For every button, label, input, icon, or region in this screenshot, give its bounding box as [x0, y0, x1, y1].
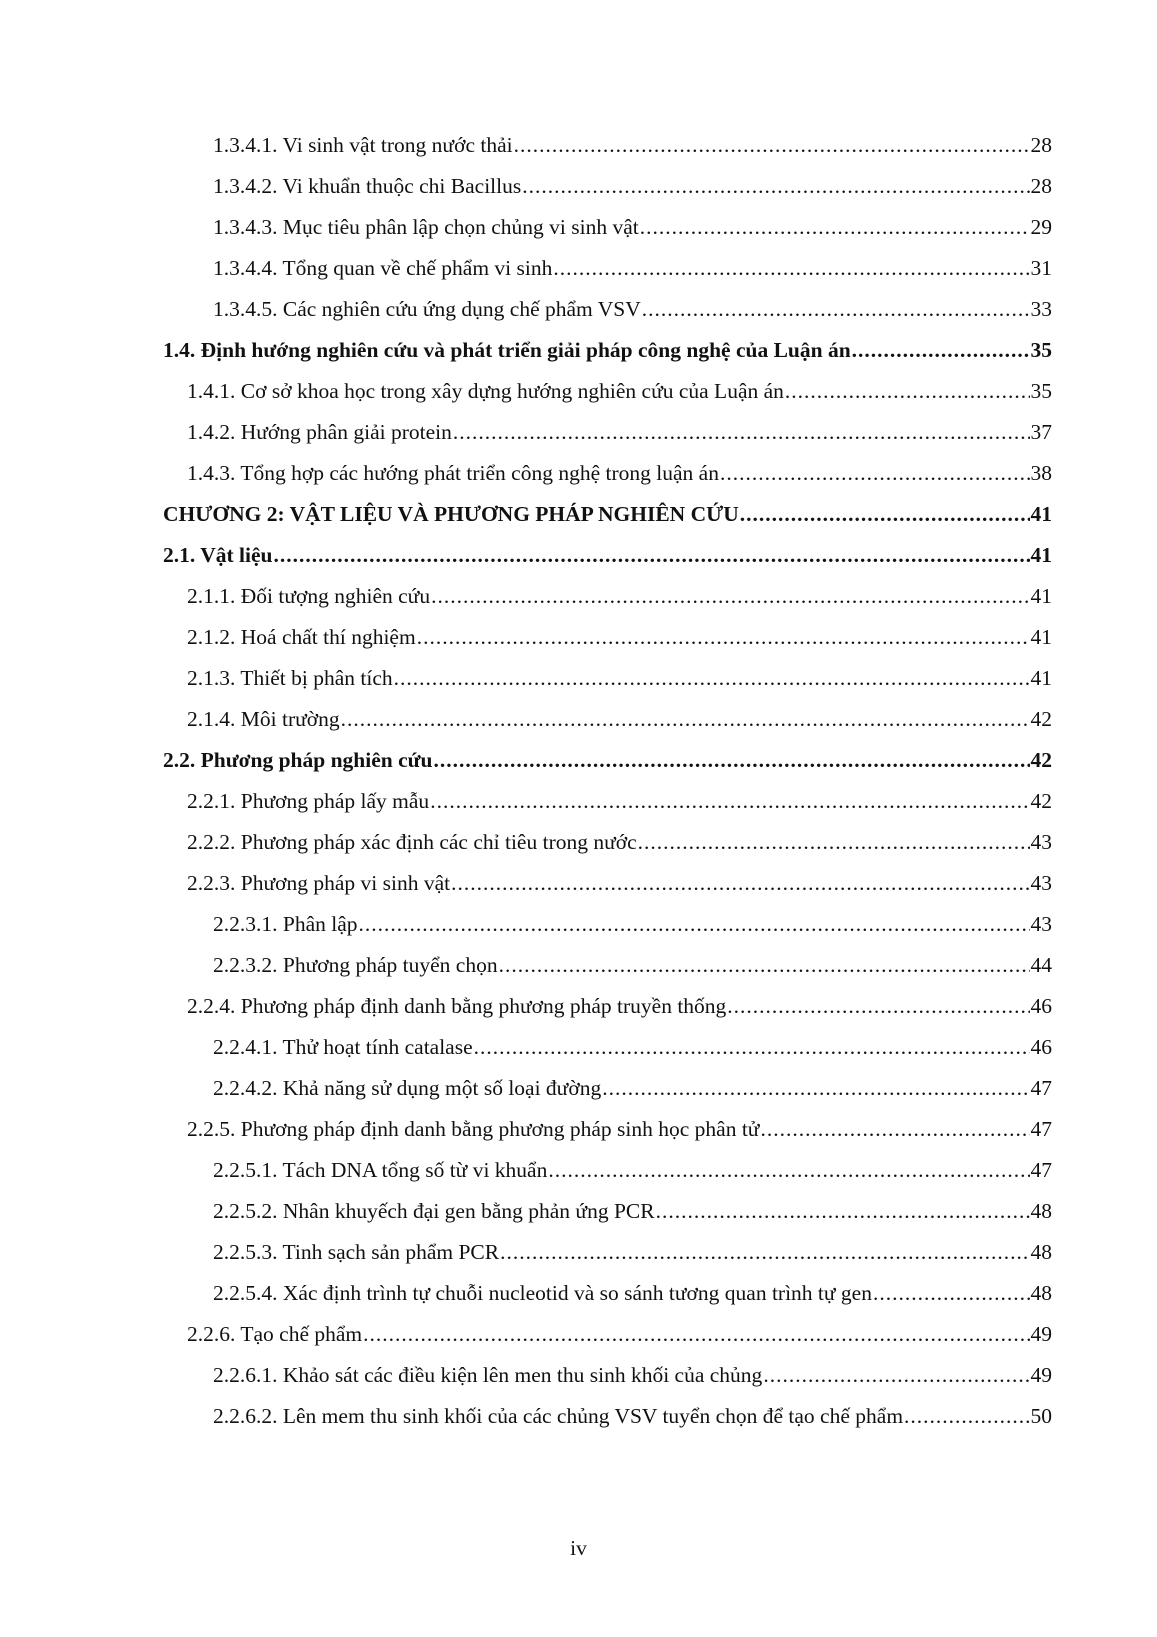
toc-entry-line: [213, 1277, 1052, 1310]
toc-entry-page: 44: [1030, 953, 1052, 977]
dot-leader: [394, 662, 1030, 695]
dot-leader: [873, 1277, 1030, 1310]
toc-entry-page: 46: [1030, 1035, 1052, 1059]
toc-entry-line: [213, 908, 1052, 941]
dot-leader: [417, 621, 1030, 654]
toc-entry-line: [213, 170, 1052, 203]
toc-entry-title: 2.2.5.3. Tinh sạch sản phẩm PCR: [213, 1240, 500, 1264]
toc-entry-title: 2.2.5. Phương pháp định danh bằng phương pháp sinh học phân tử: [187, 1117, 760, 1141]
toc-entry-line: [187, 662, 1052, 695]
toc-entry-line: [213, 293, 1052, 326]
dot-leader: [763, 1359, 1029, 1392]
toc-entry-line: [163, 744, 1052, 777]
toc-entry: [0, 1195, 1157, 1236]
toc-entry-title: 2.2.1. Phương pháp lấy mẫu: [187, 789, 430, 813]
toc-entry-line: [213, 1072, 1052, 1105]
toc-entry-page: 31: [1030, 256, 1052, 280]
toc-entry-title: 2.2.3.2. Phương pháp tuyển chọn: [213, 953, 498, 977]
toc-entry: [0, 293, 1157, 334]
dot-leader: [431, 580, 1029, 613]
dot-leader: [363, 1318, 1029, 1351]
toc-entry-line: [213, 1359, 1052, 1392]
toc-entry-line: [163, 498, 1052, 531]
toc-entry-title: 2.2.4.2. Khả năng sử dụng một số loại đường: [213, 1076, 602, 1100]
toc-entry-page: 29: [1030, 215, 1052, 239]
toc-entry-title: 1.3.4.5. Các nghiên cứu ứng dụng chế phẩm VSV: [213, 297, 641, 321]
dot-leader: [852, 334, 1030, 367]
dot-leader: [430, 785, 1029, 818]
toc-entry-title: 2.2.6.1. Khảo sát các điều kiện lên men thu sinh khối của chủng: [213, 1363, 763, 1387]
toc-entry-page: 37: [1030, 420, 1052, 444]
dot-leader: [453, 416, 1030, 449]
dot-leader: [359, 908, 1030, 941]
toc-entry-title: 1.3.4.2. Vi khuẩn thuộc chi Bacillus: [213, 174, 522, 198]
toc-entry-page: 41: [1030, 625, 1052, 649]
toc-entry: [0, 539, 1157, 580]
toc-entry: [0, 170, 1157, 211]
toc-entry: [0, 498, 1157, 539]
toc-entry: [0, 621, 1157, 662]
toc-entry-page: 41: [1030, 666, 1052, 690]
toc-entry: [0, 908, 1157, 949]
toc-entry: [0, 826, 1157, 867]
toc-entry-page: 43: [1030, 912, 1052, 936]
toc-entry-title: CHƯƠNG 2: VẬT LIỆU VÀ PHƯƠNG PHÁP NGHIÊN CỨU: [163, 502, 739, 526]
toc-entry-title: 2.2.5.1. Tách DNA tổng số từ vi khuẩn: [213, 1158, 548, 1182]
toc-entry: [0, 785, 1157, 826]
dot-leader: [274, 539, 1030, 572]
dot-leader: [727, 990, 1029, 1023]
dot-leader: [642, 293, 1030, 326]
toc-entry: [0, 1113, 1157, 1154]
toc-entry-page: 42: [1030, 748, 1052, 772]
toc-entry: [0, 1072, 1157, 1113]
dot-leader: [341, 703, 1030, 736]
dot-leader: [514, 129, 1030, 162]
toc-entry-page: 33: [1030, 297, 1052, 321]
toc-entry: [0, 1400, 1157, 1441]
toc-entry-page: 41: [1030, 543, 1052, 567]
dot-leader: [760, 1113, 1029, 1146]
toc-entry-line: [187, 826, 1052, 859]
toc-entry: [0, 1031, 1157, 1072]
toc-entry-title: 1.4.3. Tổng hợp các hướng phát triển công nghệ trong luận án: [187, 461, 719, 485]
toc-entry-title: 2.2.4.1. Thử hoạt tính catalase: [213, 1035, 473, 1059]
toc-entry-title: 2.2. Phương pháp nghiên cứu: [163, 748, 433, 772]
toc-entry-line: [213, 1195, 1052, 1228]
toc-entry-page: 41: [1030, 584, 1052, 608]
toc-entry-page: 43: [1030, 871, 1052, 895]
toc-entry-line: [187, 457, 1052, 490]
toc-entry: [0, 662, 1157, 703]
toc-entry-title: 1.3.4.3. Mục tiêu phân lập chọn chủng vi sinh vật: [213, 215, 639, 239]
toc-entry: [0, 744, 1157, 785]
toc-entry-line: [163, 539, 1052, 572]
toc-entry-line: [213, 1154, 1052, 1187]
toc-entry-line: [213, 252, 1052, 285]
toc-entry-title: 1.4.1. Cơ sở khoa học trong xây dựng hướng nghiên cứu của Luận án: [187, 379, 784, 403]
toc-entry-title: 1.3.4.1. Vi sinh vật trong nước thải: [213, 133, 513, 157]
toc-entry-line: [187, 1318, 1052, 1351]
toc-entry-line: [213, 129, 1052, 162]
toc-entry-line: [187, 867, 1052, 900]
toc-entry-page: 35: [1030, 379, 1052, 403]
toc-entry-page: 42: [1030, 707, 1052, 731]
toc-entry-title: 2.2.4. Phương pháp định danh bằng phương pháp truyền thống: [187, 994, 727, 1018]
toc-entry-title: 2.2.5.4. Xác định trình tự chuỗi nucleotid và so sánh tương quan trình tự gen: [213, 1281, 872, 1305]
dot-leader: [638, 826, 1030, 859]
toc-entry: [0, 252, 1157, 293]
toc-entry-line: [163, 334, 1052, 367]
toc-entry-page: 48: [1030, 1199, 1052, 1223]
dot-leader: [785, 375, 1030, 408]
toc-entry: [0, 703, 1157, 744]
dot-leader: [434, 744, 1030, 777]
toc-entry: [0, 1277, 1157, 1318]
toc-entry: [0, 416, 1157, 457]
toc-entry-line: [213, 949, 1052, 982]
toc-entry-line: [187, 375, 1052, 408]
dot-leader: [499, 949, 1030, 982]
toc-entry-title: 2.1.1. Đối tượng nghiên cứu: [187, 584, 431, 608]
toc-entry-title: 1.3.4.4. Tổng quan về chế phẩm vi sinh: [213, 256, 553, 280]
toc-entry-page: 43: [1030, 830, 1052, 854]
toc-entry: [0, 867, 1157, 908]
toc-entry-page: 42: [1030, 789, 1052, 813]
toc-entry: [0, 211, 1157, 252]
toc-entry-line: [213, 1400, 1052, 1433]
dot-leader: [548, 1154, 1029, 1187]
toc-entry: [0, 949, 1157, 990]
toc-entry-page: 35: [1030, 338, 1052, 362]
dot-leader: [640, 211, 1030, 244]
toc-entry-title: 2.2.6. Tạo chế phẩm: [187, 1322, 363, 1346]
toc-entry-page: 47: [1030, 1158, 1052, 1182]
toc-entry-title: 2.1. Vật liệu: [163, 543, 273, 567]
dot-leader: [740, 498, 1030, 531]
toc-entry-title: 2.2.3.1. Phân lập: [213, 912, 358, 936]
toc-entry-page: 28: [1030, 133, 1052, 157]
toc-entry-title: 2.2.3. Phương pháp vi sinh vật: [187, 871, 451, 895]
toc-entry: [0, 1359, 1157, 1400]
dot-leader: [656, 1195, 1030, 1228]
toc-entry-page: 47: [1030, 1076, 1052, 1100]
toc-entry-title: 2.1.3. Thiết bị phân tích: [187, 666, 393, 690]
toc-entry: [0, 1318, 1157, 1359]
toc-entry: [0, 1236, 1157, 1277]
toc-entry-title: 1.4. Định hướng nghiên cứu và phát triển giải pháp công nghệ của Luận án: [163, 338, 851, 362]
dot-leader: [474, 1031, 1030, 1064]
toc-entry-title: 2.2.2. Phương pháp xác định các chỉ tiêu trong nước: [187, 830, 637, 854]
toc-entry-page: 48: [1030, 1240, 1052, 1264]
toc-entry-line: [213, 211, 1052, 244]
toc-entry-page: 41: [1030, 502, 1052, 526]
dot-leader: [500, 1236, 1029, 1269]
toc-entry-title: 2.1.4. Môi trường: [187, 707, 340, 731]
toc-entry-line: [213, 1031, 1052, 1064]
toc-entry-page: 49: [1030, 1322, 1052, 1346]
dot-leader: [720, 457, 1030, 490]
toc-entry-page: 46: [1030, 994, 1052, 1018]
dot-leader: [602, 1072, 1029, 1105]
toc-entry-title: 2.2.6.2. Lên mem thu sinh khối của các chủng VSV tuyển chọn để tạo chế phẩm: [213, 1404, 904, 1428]
toc-entry-page: 49: [1030, 1363, 1052, 1387]
toc-entry: [0, 990, 1157, 1031]
toc-entry-line: [187, 1113, 1052, 1146]
toc-entry: [0, 457, 1157, 498]
toc-entry-page: 50: [1030, 1404, 1052, 1428]
toc-entry-line: [187, 990, 1052, 1023]
toc-entry-title: 1.4.2. Hướng phân giải protein: [187, 420, 452, 444]
toc-entry-page: 28: [1030, 174, 1052, 198]
toc-entry-title: 2.1.2. Hoá chất thí nghiệm: [187, 625, 416, 649]
table-of-contents: [0, 129, 1157, 1441]
dot-leader: [522, 170, 1029, 203]
dot-leader: [553, 252, 1029, 285]
toc-entry: [0, 375, 1157, 416]
toc-entry-page: 38: [1030, 461, 1052, 485]
toc-entry-line: [213, 1236, 1052, 1269]
toc-entry-line: [187, 785, 1052, 818]
toc-entry: [0, 580, 1157, 621]
toc-entry-line: [187, 416, 1052, 449]
toc-entry-line: [187, 621, 1052, 654]
toc-entry: [0, 129, 1157, 170]
dot-leader: [451, 867, 1029, 900]
toc-entry-line: [187, 703, 1052, 736]
toc-entry: [0, 1154, 1157, 1195]
toc-entry-page: 48: [1030, 1281, 1052, 1305]
toc-entry-title: 2.2.5.2. Nhân khuyếch đại gen bằng phản ứng PCR: [213, 1199, 655, 1223]
page-number: iv: [570, 1536, 587, 1560]
toc-entry-page: 47: [1030, 1117, 1052, 1141]
toc-entry: [0, 334, 1157, 375]
toc-entry-line: [187, 580, 1052, 613]
dot-leader: [904, 1400, 1029, 1433]
